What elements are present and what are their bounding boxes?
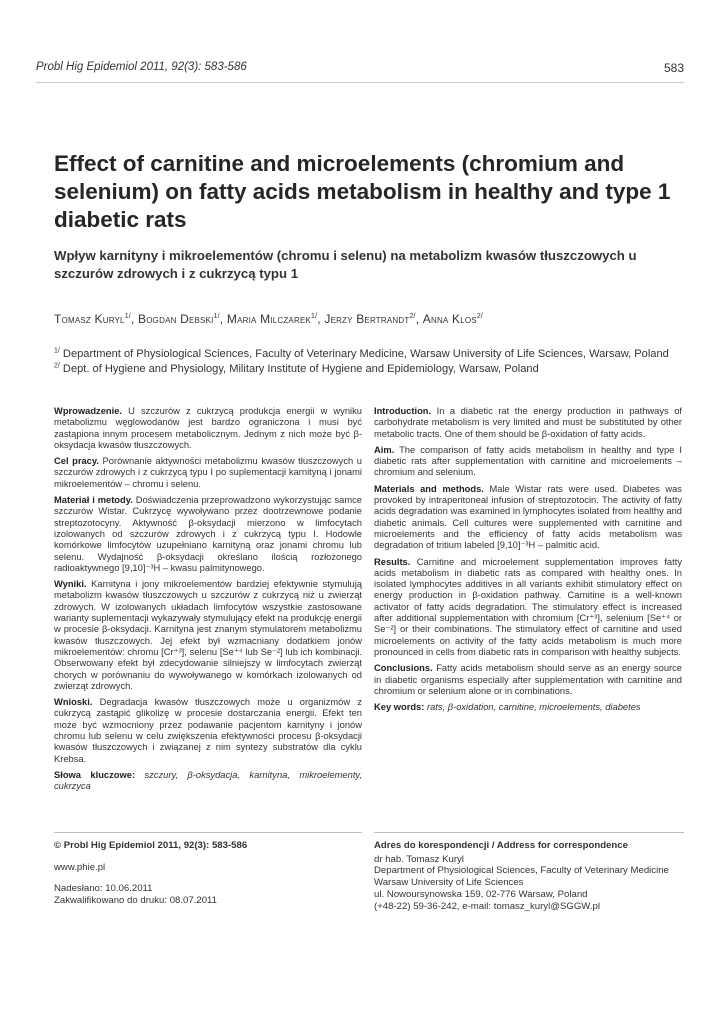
copyright-line: © Probl Hig Epidemiol 2011, 92(3): 583-586 bbox=[54, 840, 248, 851]
abstract-pl-section-text: Doświadczenia przeprowadzono wykorzystując samce szczurów Wistar. Cukrzycę wywoływano przez dootrzewnowe podanie streptozotocyny. Aktywność β-oksydacji mierzono w limfocytach izolowanych od szczurów zdrowych i z cukrzycą typu I. Hodowle komórkowe limfocytów uzupełniano karnityną oraz jonami chromu lub selenu. Wydajność β-oksydacji określano ilością rozłożonego radioaktywnego [9,10]⁻³H – kwasu palmitynowego. bbox=[54, 495, 362, 573]
abstract-pl-section-label: Wyniki. bbox=[54, 579, 87, 590]
abstract-en-paragraph bbox=[374, 557, 682, 659]
abstract-pl-paragraph bbox=[54, 456, 362, 490]
author-affiliation-mark: 1/ bbox=[213, 313, 220, 320]
affiliation-mark: 1/ bbox=[54, 347, 60, 355]
abstract-pl-section-label: Słowa kluczowe: bbox=[54, 769, 136, 780]
abstract-en-section-label: Conclusions. bbox=[374, 663, 433, 674]
article-title: Effect of carnitine and microelements (chromium and selenium) on fatty acids metabolism in healthy and type 1 diabetic rats bbox=[54, 151, 671, 232]
correspondence-line: dr hab. Tomasz Kuryl bbox=[374, 853, 464, 865]
abstract-en-paragraph bbox=[374, 702, 682, 713]
affiliation-text: Dept. of Hygiene and Physiology, Military Institute of Hygiene and Epidemiology, Warsaw, Poland bbox=[59, 363, 539, 375]
article-subtitle-polish: Wpływ karnityny i mikroelementów (chromu i selenu) na metabolizm kwasów tłuszczowych u szczurów zdrowych i z cukrzycą typu 1 bbox=[54, 248, 637, 281]
abstract-pl-section-text: Karnityna i jony mikroelementów bardziej efektywnie stymulują metabolizm kwasów tłuszczowych u szczurów z cukrzycą niż u zwierząt zdrowych. W izolowanych układach limfocytów wszystkie zastosowane warianty suplementacji wykazywały stymulujący efekt na produkcję energii w procesie β-oksydacji. Karnityna jest znanym stymulatorem metabolizmu kwasów tłuszczowych. Jej efekt był wzmacniany dodatkiem jonów mikroelementów: chromu [Cr⁺³], selenu [Se⁺⁴ lub Se⁻²] lub ich kombinacji. Obserwowany efekt był zdecydowanie silniejszy w limfocytach zwierząt chorych w porównaniu do wywoływanego w komórkach izolowanych od zwierząt zdrowych. bbox=[54, 579, 362, 691]
journal-citation: Probl Hig Epidemiol 2011, 92(3): 583-586 bbox=[36, 61, 247, 73]
abstract-en-section-text: Male Wistar rats were used. Diabetes was provoked by intraperitoneal infusion of streptozotocin. The activity of fatty acids degradation was examined in lymphocytes isolated from healthy and diabetic animals. Cell cultures were supplemented with carnitine and microelements and the efficiency of fatty acids metabolism was degradation of tritium labeled [9,10]⁻³H – palmitic acid. bbox=[374, 483, 682, 551]
abstract-pl-paragraph bbox=[54, 697, 362, 765]
header-divider bbox=[36, 82, 684, 83]
abstract-en-paragraph bbox=[374, 484, 682, 552]
abstract-en-section-text: Carnitine and microelement supplementation improves fatty acids metabolism in diabetic rats as compared with healthy ones. In isolated lymphocytes additives in all variants exhibit stimulatory effect on energy production in β-oxidation pathway. Carnitine is a well-known activator of fatty acids degradation. The stimulatory effect is increased after additional supplementation with chromium [Cr⁺³], selenium [Se⁺⁴ or Se⁻²] or their combinations. The stimulatory effect of carnitine and used microelements on activity of the fatty acids metabolism is much more pronounced in cells from diabetic rats in comparison with healthy subjects. bbox=[374, 556, 682, 657]
abstract-pl-paragraph bbox=[54, 770, 362, 793]
abstract-pl-section-text: Degradacja kwasów tłuszczowych może u organizmów z cukrzycą zastąpić glikolizę w procesie dostarczania energii. Efekt ten może być wzmocniony przez podawanie pacjentom karnityny i jonów chromu lub selenu w celu zwiększenia efektywności procesu β-oksydacji kwasów tłuszczowych i związanej z nim syntezy substratów dla cyklu Krebsa. bbox=[54, 697, 362, 764]
correspondence-line: (+48-22) 59-36-242, e-mail: tomasz_kuryl@SGGW.pl bbox=[374, 900, 600, 912]
abstract-polish bbox=[54, 406, 362, 798]
abstract-en-paragraph bbox=[374, 445, 682, 479]
correspondence-line: Department of Physiological Sciences, Faculty of Veterinary Medicine bbox=[374, 865, 669, 877]
abstract-en-section-text: In a diabetic rat the energy production in pathways of carbohydrate metabolism is very limited and must be substituted by other metabolic tracts. One of them should be β-oxidation of fatty acids. bbox=[374, 406, 682, 439]
correspondence-address bbox=[374, 840, 694, 912]
abstract-en-section-label: Materials and methods. bbox=[374, 483, 484, 494]
affiliation-item bbox=[54, 362, 694, 377]
abstract-en-section-label: Aim. bbox=[374, 444, 395, 455]
abstract-pl-section-text: Porównanie aktywności metabolizmu kwasów tłuszczowych u szczurów zdrowych i z cukrzycą typu I po suplementacji karnityną i jonami mikroelementów – chromu i selenu. bbox=[54, 456, 362, 489]
author-affiliation-mark: 1/ bbox=[124, 313, 131, 320]
abstract-en-section-label: Introduction. bbox=[374, 406, 432, 416]
author-name: Bogdan Debski bbox=[138, 312, 214, 326]
abstract-pl-section-label: Wprowadzenie. bbox=[54, 406, 123, 416]
author-name: Anna Klos bbox=[422, 312, 477, 326]
footer-divider-right bbox=[374, 832, 684, 833]
affiliation-mark: 2/ bbox=[54, 362, 60, 370]
footer-divider-left bbox=[54, 832, 362, 833]
abstract-pl-section-label: Materiał i metody. bbox=[54, 495, 133, 506]
abstract-en-paragraph bbox=[374, 663, 682, 697]
author-list: Tomasz Kuryl$^{1/}$, Bogdan Debski$^{1/}$, Maria Milczarek$^{1/}$, Jerzy Bertrandt$^{2/}$, Anna Klos$^{2/}$ bbox=[54, 312, 484, 326]
author-name: Tomasz Kuryl bbox=[54, 312, 125, 326]
correspondence-line: ul. Nowoursynowska 159, 02-776 Warsaw, Poland bbox=[374, 888, 588, 900]
correspondence-line: Warsaw University of Life Sciences bbox=[374, 877, 524, 889]
author-affiliation-mark: 1/ bbox=[311, 313, 318, 320]
affiliation-list bbox=[54, 347, 694, 377]
author-affiliation-mark: 2/ bbox=[409, 313, 416, 320]
affiliation-text: Department of Physiological Sciences, Faculty of Veterinary Medicine, Warsaw University of Life Sciences, Warsaw, Poland bbox=[59, 348, 669, 360]
abstract-pl-paragraph bbox=[54, 495, 362, 574]
author-name: Maria Milczarek bbox=[226, 312, 312, 326]
accepted-date: Zakwalifikowano do druku: 08.07.2011 bbox=[54, 895, 218, 907]
publication-info bbox=[54, 840, 362, 907]
correspondence-heading: Adres do korespondencji / Address for correspondence bbox=[374, 840, 628, 851]
affiliation-item bbox=[54, 347, 694, 362]
abstract-pl-section-label: Cel pracy. bbox=[54, 456, 99, 467]
abstract-en-section-label: Results. bbox=[374, 556, 411, 567]
author-affiliation-mark: 2/ bbox=[476, 313, 484, 320]
website-link[interactable]: www.phie.pl bbox=[54, 861, 106, 873]
abstract-pl-paragraph bbox=[54, 579, 362, 692]
abstract-en-paragraph bbox=[374, 406, 682, 440]
abstract-pl-paragraph bbox=[54, 406, 362, 451]
correspondence-lines bbox=[374, 854, 694, 913]
abstract-english bbox=[374, 406, 682, 718]
received-date: Nadesłano: 10.06.2011 bbox=[54, 883, 153, 895]
abstract-en-section-label: Key words: bbox=[374, 702, 425, 713]
abstract-en-section-text: Fatty acids metabolism should serve as an energy source in diabetic organisms especially after supplementation with carnitine and chromium or selenium alone or in combinations. bbox=[374, 663, 682, 696]
abstract-pl-section-text: szczury, β-oksydacja, karnityna, mikroelementy, cukrzyca bbox=[54, 769, 363, 792]
author-name: Jerzy Bertrandt bbox=[324, 312, 410, 326]
page-number: 583 bbox=[663, 61, 684, 75]
abstract-en-section-text: rats, β-oxidation, carnitine, microelements, diabetes bbox=[424, 702, 641, 713]
abstract-en-section-text: The comparison of fatty acids metabolism in healthy and type I diabetic rats after supplementation with carnitine and microelements – chromium and selenium. bbox=[374, 444, 682, 478]
abstract-pl-section-label: Wnioski. bbox=[54, 697, 93, 708]
abstract-pl-section-text: U szczurów z cukrzycą produkcja energii w wyniku metabolizmu węglowodanów jest bardzo ograniczona i musi być zastąpiona innym procesem metabolicznym. Jednym z nich może być β-oksydacja kwasów tłuszczowych. bbox=[54, 406, 362, 450]
